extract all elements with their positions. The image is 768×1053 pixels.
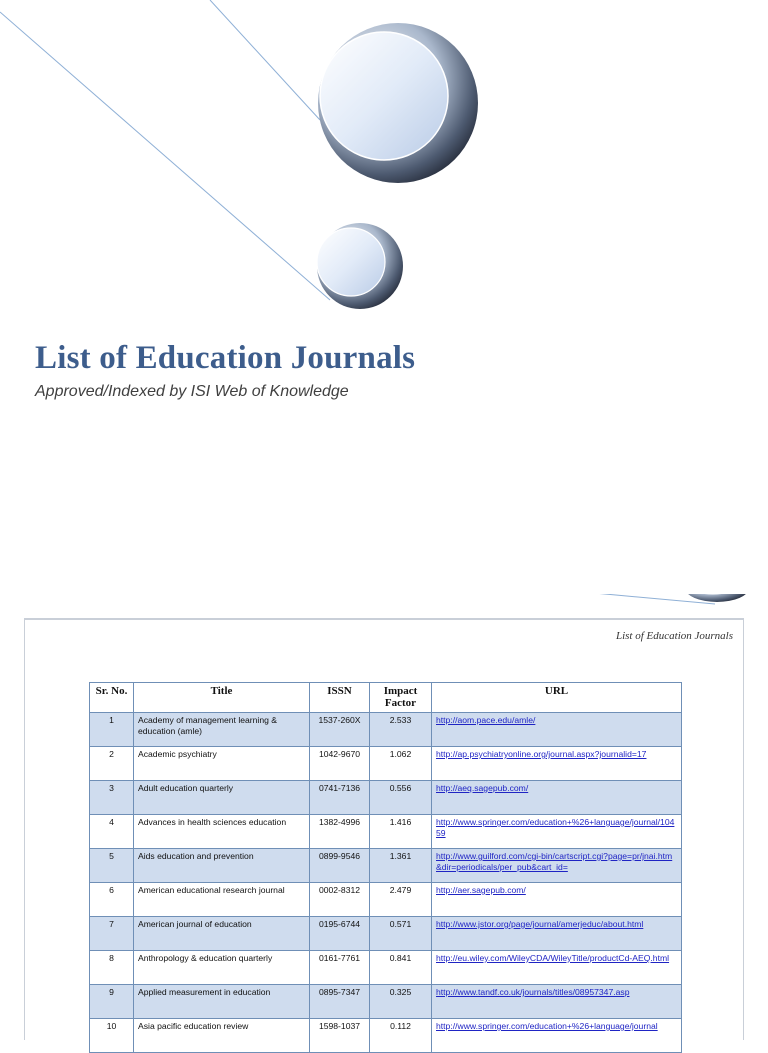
table-row <box>90 883 682 917</box>
url-link[interactable]: http://aeq.sagepub.com/ <box>432 781 682 815</box>
sr-no-cell: 7 <box>90 917 134 951</box>
sr-no-cell: 2 <box>90 747 134 781</box>
table-header-row <box>90 683 682 713</box>
impact-factor-cell: 0.325 <box>370 985 432 1019</box>
sr-no-cell: 6 <box>90 883 134 917</box>
url-link[interactable]: http://aer.sagepub.com/ <box>432 883 682 917</box>
title-cell: Academy of management learning & education (amle) <box>134 713 310 747</box>
issn-cell: 0161-7761 <box>310 951 370 985</box>
sr-no-cell: 3 <box>90 781 134 815</box>
title-cell: Aids education and prevention <box>134 849 310 883</box>
impact-factor-cell: 1.416 <box>370 815 432 849</box>
table-row <box>90 815 682 849</box>
url-link[interactable]: http://www.jstor.org/page/journal/amerjeduc/about.html <box>432 917 682 951</box>
title-cell: Advances in health sciences education <box>134 815 310 849</box>
table-row <box>90 849 682 883</box>
sr-no-cell: 5 <box>90 849 134 883</box>
issn-cell: 1598-1037 <box>310 1019 370 1053</box>
issn-cell: 0899-9546 <box>310 849 370 883</box>
header-sr-no: Sr. No. <box>90 683 134 713</box>
cover-decoration <box>0 0 768 330</box>
title-cell: Anthropology & education quarterly <box>134 951 310 985</box>
url-link[interactable]: http://ap.psychiatryonline.org/journal.aspx?journalid=17 <box>432 747 682 781</box>
table-row <box>90 917 682 951</box>
header-decoration <box>385 594 755 634</box>
sr-no-cell: 1 <box>90 713 134 747</box>
title-cell: Academic psychiatry <box>134 747 310 781</box>
impact-factor-cell: 2.479 <box>370 883 432 917</box>
title-cell: American educational research journal <box>134 883 310 917</box>
impact-factor-cell: 2.533 <box>370 713 432 747</box>
title-cell: Asia pacific education review <box>134 1019 310 1053</box>
issn-cell: 0002-8312 <box>310 883 370 917</box>
issn-cell: 0195-6744 <box>310 917 370 951</box>
header-issn: ISSN <box>310 683 370 713</box>
journals-table <box>89 682 682 1053</box>
document-subtitle: Approved/Indexed by ISI Web of Knowledge <box>35 383 349 400</box>
impact-factor-cell: 1.062 <box>370 747 432 781</box>
url-link[interactable]: http://www.springer.com/education+%26+language/journal <box>432 1019 682 1053</box>
sr-no-cell: 4 <box>90 815 134 849</box>
title-cell: Adult education quarterly <box>134 781 310 815</box>
url-link[interactable]: http://aom.pace.edu/amle/ <box>432 713 682 747</box>
header-url: URL <box>432 683 682 713</box>
header-title: Title <box>134 683 310 713</box>
url-link[interactable]: http://www.tandf.co.uk/journals/titles/08957347.asp <box>432 985 682 1019</box>
header-impact-factor: Impact Factor <box>370 683 432 713</box>
impact-factor-cell: 0.571 <box>370 917 432 951</box>
impact-factor-cell: 0.556 <box>370 781 432 815</box>
url-link[interactable]: http://www.guilford.com/cgi-bin/cartscript.cgi?page=pr/jnai.htm&dir=periodicals/per_pub&cart_id= <box>432 849 682 883</box>
title-cell: American journal of education <box>134 917 310 951</box>
document-title: List of Education Journals <box>35 340 416 376</box>
url-link[interactable]: http://www.springer.com/education+%26+language/journal/10459 <box>432 815 682 849</box>
issn-cell: 0741-7136 <box>310 781 370 815</box>
running-header: List of Education Journals <box>615 630 733 642</box>
table-row <box>90 713 682 747</box>
title-cell: Applied measurement in education <box>134 985 310 1019</box>
issn-cell: 0895-7347 <box>310 985 370 1019</box>
issn-cell: 1382-4996 <box>310 815 370 849</box>
sr-no-cell: 9 <box>90 985 134 1019</box>
url-link[interactable]: http://eu.wiley.com/WileyCDA/WileyTitle/productCd-AEQ.html <box>432 951 682 985</box>
table-row <box>90 747 682 781</box>
impact-factor-cell: 0.841 <box>370 951 432 985</box>
issn-cell: 1042-9670 <box>310 747 370 781</box>
impact-factor-cell: 1.361 <box>370 849 432 883</box>
sr-no-cell: 10 <box>90 1019 134 1053</box>
table-row <box>90 781 682 815</box>
page-two <box>24 618 744 1040</box>
issn-cell: 1537-260X <box>310 713 370 747</box>
table-row <box>90 951 682 985</box>
impact-factor-cell: 0.112 <box>370 1019 432 1053</box>
table-row <box>90 985 682 1019</box>
sr-no-cell: 8 <box>90 951 134 985</box>
